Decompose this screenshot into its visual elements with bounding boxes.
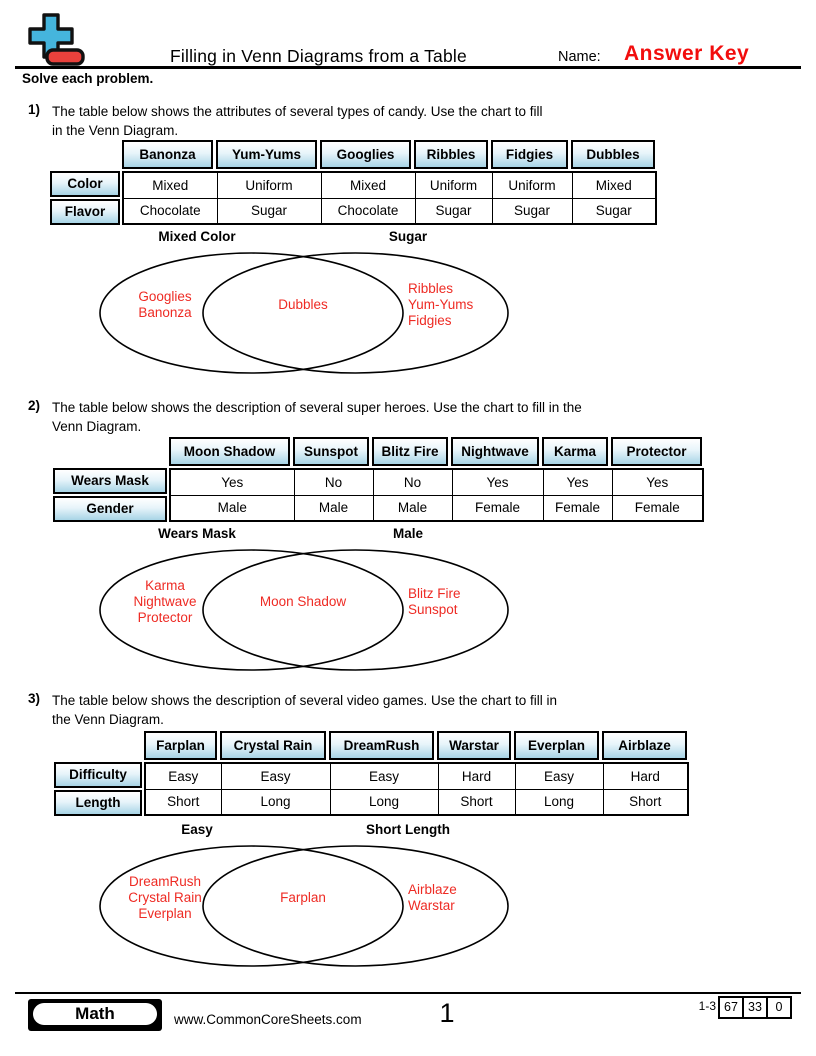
table-cell: Male [294,495,373,521]
score-box: 33 [742,998,766,1017]
venn-left-label: Wears Mask [158,526,236,541]
score-boxes [718,996,792,1019]
venn-answer: Farplan [280,890,326,905]
name-label: Name: [558,49,601,65]
prompt-line: Venn Diagram. [52,419,142,434]
venn-left-label: Mixed Color [158,229,236,244]
prompt-line: in the Venn Diagram. [52,123,179,138]
table-cell: Sugar [217,198,321,224]
row-header-column [53,468,167,522]
table-cell: Easy [221,763,330,789]
row-header: Difficulty [54,762,142,788]
table-row [123,198,656,224]
venn-answer: Karma [145,578,185,593]
venn-answer: Protector [137,610,193,625]
table-cell: Hard [438,763,515,789]
table-cell: Male [170,495,294,521]
table-cell: Mixed [321,172,415,198]
table-cell: Female [543,495,612,521]
table-cell: Yes [170,469,294,495]
table-row [170,495,703,521]
table-cell: Short [438,789,515,815]
column-header: Fidgies [491,140,568,169]
column-header: Nightwave [451,437,539,466]
table-row [145,789,688,815]
venn-right-only-answers [408,586,461,618]
venn-answer: DreamRush [128,874,202,889]
problem-prompt [52,102,543,140]
venn-intersection-answers [260,594,346,610]
venn-answer: Sunspot [408,602,458,617]
table-cell: Uniform [217,172,321,198]
table-cell: Easy [145,763,221,789]
venn-diagram [95,822,520,972]
column-header: Crystal Rain [220,731,326,760]
table-cell: Chocolate [321,198,415,224]
column-header: Karma [542,437,608,466]
column-header: Banonza [122,140,213,169]
prompt-line: the Venn Diagram. [52,712,164,727]
venn-answer: Banonza [138,305,192,320]
column-header: Moon Shadow [169,437,290,466]
venn-answer: Blitz Fire [408,586,461,601]
table-cell: Easy [515,763,603,789]
table-cell: Mixed [572,172,656,198]
venn-intersection-answers [280,890,326,906]
column-header: Everplan [514,731,599,760]
problem-number: 1) [28,102,41,117]
table-cell: Yes [452,469,543,495]
row-header-column [54,762,142,816]
table-header-row [50,140,657,169]
table-cell: No [294,469,373,495]
table-cell: Male [373,495,452,521]
table-header-row [53,437,704,466]
venn-right-only-answers [408,281,473,329]
venn-left-label: Easy [181,822,213,837]
column-header: DreamRush [329,731,434,760]
venn-right-label: Sugar [388,229,428,244]
column-header: Dubbles [571,140,655,169]
table-header-row [54,731,689,760]
venn-diagram [95,526,520,676]
prompt-line: The table below shows the description of several super heroes. Use the chart to fill in the [52,400,582,415]
table-row [170,469,703,495]
venn-answer: Fidgies [408,313,452,328]
table-cell: Uniform [492,172,572,198]
venn-right-label: Male [392,526,424,541]
column-header: Yum-Yums [216,140,317,169]
table-cell: Hard [603,763,688,789]
score-box: 0 [766,998,790,1017]
website-url: www.CommonCoreSheets.com [174,1012,362,1027]
venn-right-label: Short Length [366,822,450,837]
venn-answer: Ribbles [408,281,454,296]
row-header: Length [54,790,142,816]
table-cell: Female [612,495,703,521]
instructions-text: Solve each problem. [22,71,154,86]
table-cell: Short [145,789,221,815]
plus-minus-logo-icon [24,12,94,68]
problem-number: 2) [28,398,41,413]
row-header: Wears Mask [53,468,167,494]
table-values [169,468,704,522]
table-cell: Chocolate [123,198,217,224]
table-row [145,763,688,789]
subject-label: Math [33,1003,157,1025]
problem-range: 1-3 [698,999,716,1013]
subject-badge [28,999,162,1031]
score-box: 67 [724,1000,738,1014]
row-header: Color [50,171,120,197]
venn-left-only-answers [138,289,191,321]
venn-right-circle [203,846,508,966]
table-cell: Long [330,789,438,815]
table-cell: No [373,469,452,495]
venn-left-only-answers [133,578,196,626]
venn-answer: Dubbles [278,297,328,312]
table-cell: Yes [612,469,703,495]
column-header: Ribbles [414,140,488,169]
column-header: Farplan [144,731,217,760]
venn-right-circle [203,550,508,670]
venn-answer: Yum-Yums [408,297,474,312]
venn-answer: Airblaze [408,882,457,897]
answer-key-text: Answer Key [624,42,750,65]
row-header: Gender [53,496,167,522]
table-cell: Sugar [415,198,492,224]
header-divider [15,66,801,69]
venn-answer: Moon Shadow [259,594,347,609]
venn-answer: Warstar [408,898,455,913]
table-cell: Easy [330,763,438,789]
venn-answer: Nightwave [133,594,197,609]
venn-answer: Everplan [138,906,192,921]
table-cell: Long [221,789,330,815]
column-header: Airblaze [602,731,687,760]
problem-prompt [52,398,582,436]
table-cell: Sugar [572,198,656,224]
prompt-line: The table below shows the description of several video games. Use the chart to fill in [52,693,558,708]
venn-right-only-answers [408,882,457,914]
table-values [144,762,689,816]
table-cell: Mixed [123,172,217,198]
prompt-line: The table below shows the attributes of several types of candy. Use the chart to fill [52,104,543,119]
problem-number: 3) [28,691,41,706]
venn-answer: Googlies [138,289,192,304]
footer-divider [15,992,801,994]
venn-answer: Crystal Rain [128,890,202,905]
table-cell: Sugar [492,198,572,224]
venn-diagram [95,229,520,379]
page-number: 1 [439,998,455,1028]
table-cell: Uniform [415,172,492,198]
problem-prompt [52,691,557,729]
column-header: Blitz Fire [372,437,448,466]
table-cell: Long [515,789,603,815]
worksheet-title: Filling in Venn Diagrams from a Table [170,46,467,66]
row-header-column [50,171,120,225]
table-cell: Short [603,789,688,815]
table-values [122,171,657,225]
attribute-table [50,140,657,225]
column-header: Googlies [320,140,411,169]
table-cell: Female [452,495,543,521]
venn-intersection-answers [278,297,328,313]
table-cell: Yes [543,469,612,495]
table-row [123,172,656,198]
column-header: Sunspot [293,437,369,466]
row-header: Flavor [50,199,120,225]
attribute-table [53,437,704,522]
venn-left-only-answers [128,874,202,922]
column-header: Warstar [437,731,511,760]
attribute-table [54,731,689,816]
column-header: Protector [611,437,702,466]
